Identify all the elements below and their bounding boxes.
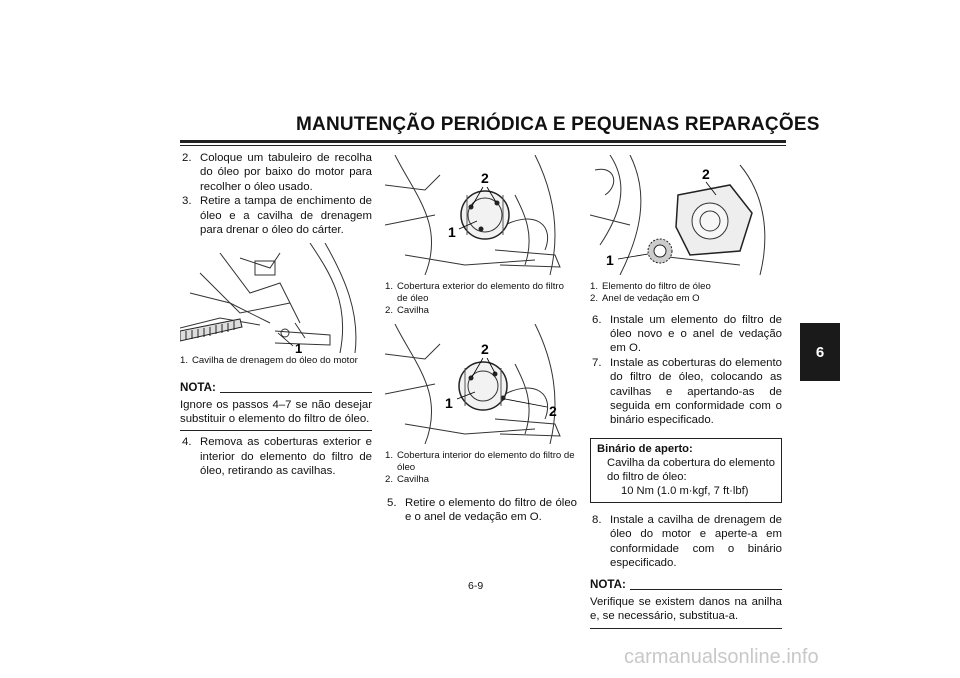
- watermark: carmanualsonline.info: [624, 646, 819, 668]
- figure-inner-cover: [385, 324, 577, 444]
- step-text: Remova as coberturas exterior e interior do elemento do filtro de óleo, retirando as cavilhas.: [200, 436, 372, 478]
- step-number: 3.: [182, 195, 192, 208]
- step-number: 5.: [387, 496, 397, 509]
- step-number: 4.: [182, 436, 192, 449]
- callout-2: 2: [702, 166, 710, 182]
- step-text: Instale as coberturas do elemento do filtro de óleo, colocando as cavilhas e apertando-as de seguida em conformidade com o binário especificado.: [610, 356, 782, 427]
- caption-text: Cavilha: [397, 473, 429, 485]
- nota-block: [590, 578, 782, 628]
- header-rule-thin: [180, 145, 786, 146]
- torque-spec-box: [590, 438, 782, 503]
- nota-heading: NOTA:: [180, 381, 372, 395]
- figure-caption: 1. Cavilha de drenagem do óleo do motor: [180, 355, 358, 367]
- step-5: [385, 496, 577, 525]
- nota-heading: NOTA:: [590, 578, 782, 592]
- nota-rule: [590, 628, 782, 629]
- step-number: 7.: [592, 356, 602, 369]
- figure-outer-cover: [385, 155, 577, 275]
- step-text: Retire o elemento do filtro de óleo e o anel de vedação em O.: [405, 496, 577, 524]
- step-text: Instale a cavilha de drenagem de óleo do motor e aperte-a em conformidade com o binário especificado.: [610, 513, 782, 570]
- step-8: [590, 513, 782, 571]
- callout-1: 1: [295, 341, 303, 354]
- figure-drain-bolt: [180, 243, 372, 353]
- step-text: Retire a tampa de enchimento de óleo e a cavilha de drenagem para drenar o óleo do cárter.: [200, 195, 372, 237]
- caption-text: Cobertura exterior do elemento do filtro de óleo: [397, 281, 564, 304]
- torque-heading: Binário de aperto:: [597, 442, 693, 455]
- torque-item: Cavilha da cobertura do elemento do filtro de óleo:: [607, 456, 775, 483]
- callout-2: 2: [481, 341, 489, 358]
- step-number: 8.: [592, 513, 602, 526]
- column-1: [180, 151, 372, 479]
- page-number: 6-9: [468, 580, 484, 592]
- caption-text: Elemento do filtro de óleo: [602, 281, 711, 292]
- callout-2: 2: [481, 170, 489, 186]
- step-text: Instale um elemento do filtro de óleo novo e o anel de vedação em O.: [610, 313, 782, 355]
- chapter-tab: 6: [800, 323, 840, 381]
- callout-1: 1: [445, 395, 453, 412]
- figure-caption: 1. Cobertura interior do elemento do filtro de óleo 2. Cavilha: [385, 450, 575, 485]
- nota-rule: [180, 430, 372, 431]
- step-number: 6.: [592, 313, 602, 326]
- torque-value: 10 Nm (1.0 m·kgf, 7 ft·lbf): [621, 484, 749, 497]
- figure-filter-element: [590, 155, 782, 275]
- column-2: [385, 155, 577, 525]
- caption-text: Anel de vedação em O: [602, 292, 700, 304]
- caption-text: Cobertura interior do elemento do filtro de óleo: [397, 450, 575, 474]
- figure-caption: 1. Cobertura exterior do elemento do filtro de óleo 2. Cavilha: [385, 281, 564, 316]
- step-7: [590, 356, 782, 428]
- column-3: [590, 155, 782, 629]
- step-4: [180, 435, 372, 478]
- step-2: [180, 151, 372, 194]
- step-text: Coloque um tabuleiro de recolha do óleo por baixo do motor para recolher o óleo usado.: [200, 152, 372, 193]
- step-number: 2.: [182, 152, 192, 164]
- nota-text: Verifique se existem danos na anilha e, se necessário, substitua-a.: [590, 595, 782, 623]
- step-3: [180, 194, 372, 237]
- callout-2: 2: [549, 403, 557, 420]
- callout-1: 1: [448, 224, 456, 240]
- callout-1: 1: [606, 252, 614, 268]
- caption-text: Cavilha de drenagem do óleo do motor: [192, 355, 358, 367]
- nota-block: [180, 381, 372, 431]
- page-title: MANUTENÇÃO PERIÓDICA E PEQUENAS REPARAÇÕES: [296, 114, 820, 135]
- figure-caption: 1. Elemento do filtro de óleo 2. Anel de vedação em O: [590, 281, 711, 304]
- nota-text: Ignore os passos 4–7 se não desejar substituir o elemento do filtro de óleo.: [180, 398, 372, 426]
- header-rule-thick: [180, 140, 786, 143]
- step-6: [590, 313, 782, 356]
- caption-text: Cavilha: [397, 304, 429, 316]
